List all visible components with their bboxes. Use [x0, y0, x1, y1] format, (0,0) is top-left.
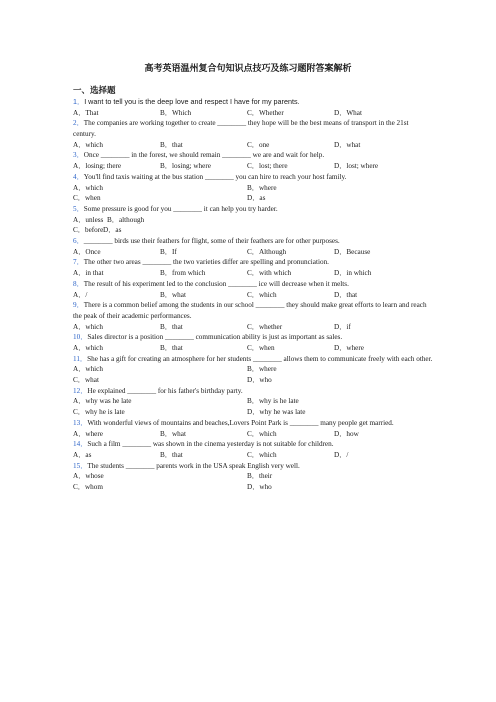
question-text: Sales director is a position ________ communication ability is just as important as sales.: [87, 333, 343, 342]
option-a[interactable]: A．That: [73, 108, 99, 117]
option-c[interactable]: C．which: [247, 429, 277, 438]
question-item: [73, 257, 433, 278]
option-d[interactable]: D．why he was late: [247, 408, 306, 417]
question-stem: [73, 332, 433, 343]
question-stem: [73, 439, 433, 450]
option-row: [73, 429, 433, 440]
option-d[interactable]: D．who: [247, 483, 272, 492]
question-stem: [73, 386, 433, 397]
option-a[interactable]: A．/: [73, 290, 88, 299]
option-c[interactable]: C．before: [73, 226, 104, 235]
option-c[interactable]: C．Although: [247, 247, 287, 256]
option-b[interactable]: B．Which: [160, 108, 192, 117]
question-text: Once ________ in the forest, we should remain ________ we are and wait for help.: [83, 151, 325, 160]
option-d[interactable]: D．in which: [334, 269, 372, 278]
option-b[interactable]: B．that: [160, 344, 183, 352]
option-a[interactable]: A．unless: [73, 215, 104, 224]
option-row: [73, 322, 433, 333]
option-d[interactable]: D．who: [247, 376, 272, 385]
option-row: [73, 450, 433, 461]
question-text: With wonderful views of mountains and beaches,Lovers Point Park is ________ many people get married.: [87, 418, 394, 427]
option-row: [73, 108, 433, 119]
question-text: Such a film ________ was shown in the cinema yesterday is not suitable for children.: [87, 440, 334, 449]
question-text: He explained ________ for his father's birthday party.: [87, 386, 243, 395]
question-number: 2．: [73, 119, 84, 128]
question-item: [73, 172, 433, 204]
option-row: [73, 193, 433, 204]
option-a[interactable]: A．which: [73, 140, 103, 149]
question-number: 7．: [73, 258, 84, 267]
question-text: The students ________ parents work in the USA speak English very well.: [87, 461, 300, 470]
option-a[interactable]: A．losing; there: [73, 162, 122, 171]
question-number: 15．: [73, 461, 88, 470]
option-b[interactable]: B．from which: [160, 269, 206, 278]
question-number: 11．: [73, 354, 88, 363]
option-row: [73, 183, 433, 194]
question-stem: [73, 118, 433, 139]
option-a[interactable]: A．which: [73, 365, 103, 374]
option-a[interactable]: A．as: [73, 450, 92, 459]
option-d[interactable]: D．lost; where: [334, 162, 379, 171]
option-a[interactable]: A．which: [73, 183, 103, 192]
option-c[interactable]: C．when: [73, 194, 101, 203]
question-item: [73, 354, 433, 386]
option-a[interactable]: A．which: [73, 344, 103, 352]
option-b[interactable]: B．that: [160, 322, 183, 331]
option-b[interactable]: B．that: [160, 140, 183, 149]
question-number: 10．: [73, 333, 88, 342]
question-stem: [73, 300, 433, 321]
question-text: She has a gift for creating an atmosphere for her students ________ allows them to communicate freely with each other.: [87, 354, 433, 363]
option-c[interactable]: C．one: [247, 140, 270, 149]
option-b[interactable]: B．why is he late: [247, 397, 299, 406]
question-stem: [73, 418, 433, 429]
option-c[interactable]: C．with which: [247, 269, 292, 278]
question-stem: [73, 150, 433, 161]
option-d[interactable]: D．What: [334, 108, 362, 117]
question-item: [73, 386, 433, 418]
question-item: [73, 439, 433, 460]
option-c[interactable]: C．Whether: [247, 108, 284, 117]
option-b[interactable]: B．their: [247, 472, 273, 481]
option-row: [73, 482, 433, 493]
question-item: [73, 97, 433, 118]
option-d[interactable]: D．that: [334, 290, 358, 299]
question-number: 5．: [73, 204, 84, 213]
option-a[interactable]: A．why was he late: [73, 397, 132, 406]
option-d[interactable]: D．if: [334, 322, 351, 331]
option-c[interactable]: C．why he is late: [73, 408, 125, 417]
option-b[interactable]: B．what: [160, 429, 186, 438]
option-row: [73, 215, 433, 226]
option-row: [73, 161, 433, 172]
question-text: ________ birds use their feathers for flight, some of their feathers are for other purposes.: [83, 237, 340, 246]
question-stem: [73, 97, 433, 108]
question-number: 14．: [73, 440, 88, 449]
question-text: The companies are working together to create ________ they hope will be the best means of transport in the 21st century.: [73, 119, 409, 139]
question-stem: [73, 461, 433, 472]
option-c[interactable]: C．whether: [247, 322, 283, 331]
option-b[interactable]: B．that: [160, 450, 183, 459]
question-item: [73, 332, 433, 353]
question-number: 3．: [73, 151, 84, 160]
option-d[interactable]: D．as: [103, 226, 122, 235]
option-row: [73, 290, 433, 301]
question-number: 1．: [73, 97, 85, 106]
option-d[interactable]: D．what: [334, 140, 361, 149]
option-b[interactable]: B．although: [107, 215, 145, 224]
question-stem: [73, 172, 433, 183]
option-d[interactable]: D．how: [334, 429, 359, 438]
option-row: [73, 364, 433, 375]
question-stem: [73, 257, 433, 268]
option-a[interactable]: A．in that: [73, 269, 104, 278]
question-number: 8．: [73, 279, 84, 288]
question-item: [73, 204, 433, 236]
option-c[interactable]: C．which: [247, 450, 277, 459]
question-item: [73, 418, 433, 439]
option-d[interactable]: D．Because: [334, 247, 371, 256]
option-b[interactable]: B．what: [160, 290, 186, 299]
option-a[interactable]: A．whose: [73, 472, 104, 481]
question-list: [73, 97, 433, 493]
option-a[interactable]: A．Once: [73, 247, 101, 256]
option-c[interactable]: C．whom: [73, 483, 103, 492]
page-title: 高考英语温州复合句知识点技巧及练习题附答案解析: [144, 64, 352, 74]
option-d[interactable]: D．as: [247, 194, 266, 203]
question-number: 13．: [73, 418, 88, 427]
option-row: [73, 471, 433, 482]
option-b[interactable]: B．losing; where: [160, 162, 211, 171]
option-row: [73, 247, 433, 258]
option-b[interactable]: B．where: [247, 183, 277, 192]
question-text: Some pressure is good for you ________ it can help you try harder.: [83, 204, 278, 213]
option-b[interactable]: B．where: [247, 365, 277, 374]
question-stem: [73, 279, 433, 290]
question-item: [73, 236, 433, 257]
question-number: 4．: [73, 172, 84, 181]
question-text: The result of his experiment led to the conclusion ________ ice will decrease when it melts.: [83, 279, 349, 288]
option-c[interactable]: C．lost; there: [247, 162, 288, 171]
question-item: [73, 118, 433, 150]
question-text: There is a common belief among the students in our school ________ they should make great efforts to learn and reach the peak of their academic performances.: [73, 301, 427, 320]
option-row: [73, 268, 433, 279]
question-number: 9．: [73, 301, 84, 310]
option-row: [73, 375, 433, 386]
section-heading: 一、选择题: [73, 86, 116, 96]
option-row: [73, 140, 433, 151]
option-row: [73, 396, 433, 407]
option-c[interactable]: C．which: [247, 290, 277, 299]
option-a[interactable]: A．where: [73, 429, 103, 438]
question-text: You'll find taxis waiting at the bus station ________ you can hire to reach your host family.: [83, 172, 347, 181]
question-number: 6．: [73, 237, 84, 246]
option-a[interactable]: A．which: [73, 322, 103, 331]
option-d[interactable]: D．/: [334, 450, 349, 459]
option-c[interactable]: C．when: [247, 344, 275, 352]
option-c[interactable]: C．what: [73, 376, 99, 385]
question-number: 12．: [73, 386, 88, 395]
option-d[interactable]: D．where: [334, 344, 364, 352]
option-b[interactable]: B．If: [160, 247, 177, 256]
option-row: [73, 343, 433, 354]
question-stem: [73, 354, 433, 365]
question-text: I want to tell you is the deep love and respect I have for my parents.: [84, 97, 300, 106]
question-item: [73, 461, 433, 493]
question-stem: [73, 236, 433, 247]
question-text: The other two areas ________ the two varieties differ are spelling and pronunciation.: [83, 258, 329, 267]
option-row: [73, 407, 433, 418]
question-stem: [73, 204, 433, 215]
question-item: [73, 300, 433, 332]
question-item: [73, 279, 433, 300]
question-item: [73, 150, 433, 171]
option-row: [73, 225, 433, 236]
